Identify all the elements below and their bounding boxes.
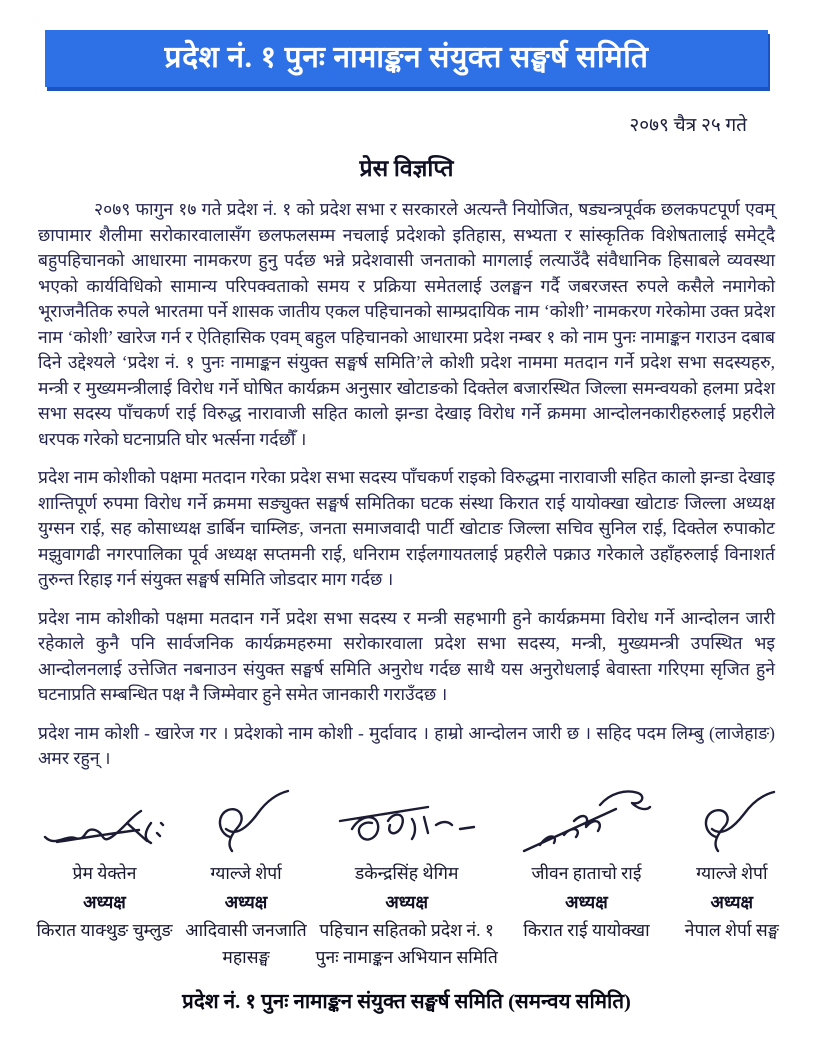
signatory-organization: किरात राई यायोक्खा bbox=[523, 919, 650, 940]
signatory-name: ग्याल्जे शेर्पा bbox=[696, 862, 768, 883]
paragraph-3: प्रदेश नाम कोशीको पक्षमा मतदान गर्ने प्रदेश सभा सदस्य र मन्त्री सहभागी हुने कार्यक्रममा विरोध गर्ने आन्दोलन जारी रहेकाले कुनै पनि सार्वजनिक कार्यक्रमहरुमा सरोकारवाला प्रदेश सभा सदस्य, मन्त्री, मुख्यमन्त्री उपस्थित भइ आन्दोलनलाई उत्तेजित नबनाउन संयुक्त सङ्घर्ष समिति अनुरोध गर्दछ साथै यस अनुरोधलाई बेवास्ता गरिएमा सृजित हुने घटनाप्रति सम्बन्धित पक्ष नै जिम्मेवार हुने समेत जानकारी गराउँदछ । bbox=[38, 607, 775, 704]
signatory-role: अध्यक्ष bbox=[710, 891, 754, 912]
paragraph-1: २०७९ फागुन १७ गते प्रदेश नं. १ को प्रदेश सभा र सरकारले अत्यन्तै नियोजित, षड्यन्त्रपूर्वक छलकपटपूर्ण एवम् छापामार शैलीमा सरोकारवालासँग छलफलसम्म नचलाई प्रदेशको इतिहास, सभ्यता र सांस्कृतिक विशेषतालाई समेट्दै बहुपहिचानको आधारमा नामकरण हुनु पर्दछ भन्ने प्रदेशवासी जनताको मागलाई लत्याउँदै संवैधानिक हिसाबले व्यवस्था भएको कार्यविधिको सामान्य परिपक्वताको समय र प्रक्रिया समेतलाई उलङ्घन गर्दै जबरजस्त रुपले कसैले नमागेको भूराजनैतिक रुपले भारतमा पर्ने शासक जातीय एकल पहिचानको साम्प्रदायिक नाम ‘कोशी’ नामकरण गरेकोमा उक्त प्रदेश नाम ‘कोशी’ खारेज गर्न र ऐतिहासिक एवम् बहुल पहिचानको आधारमा प्रदेश नम्बर १ को नाम पुनः नामाङ्कन गराउन दबाब दिने उद्देश्यले ‘प्रदेश नं. १ पुनः नामाङ्कन संयुक्त सङ्घर्ष समिति’ले कोशी प्रदेश नाममा मतदान गर्ने प्रदेश सभा सदस्यहरु, मन्त्री र मुख्यमन्त्रीलाई विरोध गर्ने घोषित कार्यक्रम अनुसार खोटाङको दिक्तेल बजारस्थित जिल्ला समन्वयको हलमा प्रदेश सभा सदस्य पाँचकर्ण राई विरुद्ध नारावाजी सहित कालो झन्डा देखाइ विरोध गर्ने क्रममा आन्दोलनकारीहरुलाई प्रहरीले धरपक गरेको घटनाप्रति घोर भर्त्सना गर्दछौँ । bbox=[38, 199, 775, 449]
signatory-organization: नेपाल शेर्पा सङ्घ bbox=[684, 919, 779, 940]
coordination-committee-footer: प्रदेश नं. १ पुनः नामाङ्कन संयुक्त सङ्घर्ष समिति (समन्वय समिति) bbox=[182, 990, 631, 1013]
signatory-column-1 bbox=[28, 785, 181, 971]
press-release-title: प्रेस विज्ञप्ति bbox=[359, 156, 454, 181]
signatory-name: डकेन्द्रसिंह थेगिम bbox=[354, 862, 459, 883]
signatory-column-2 bbox=[181, 785, 311, 971]
signatory-organization: पहिचान सहितको प्रदेश नं. १ पुनः नामाङ्कन अभियान समिति bbox=[315, 919, 498, 967]
committee-banner: प्रदेश नं. १ पुनः नामाङ्कन संयुक्त सङ्घर्ष समिति bbox=[45, 30, 768, 87]
signatory-organization: किरात याक्थुङ चुम्लुङ bbox=[36, 919, 173, 940]
signatory-role: अध्यक्ष bbox=[83, 891, 126, 912]
signature-1 bbox=[32, 785, 177, 857]
signatory-column-4 bbox=[502, 785, 670, 971]
signatory-name: ग्याल्जे शेर्पा bbox=[210, 862, 282, 883]
signatory-name: प्रेम येक्तेन bbox=[72, 862, 137, 883]
paragraph-4: प्रदेश नाम कोशी - खारेज गर । प्रदेशको नाम कोशी - मुर्दावाद । हाम्रो आन्दोलन जारी छ । सहिद पदम लिम्बु (लाजेहाङ) अमर रहुन् । bbox=[38, 722, 775, 768]
signature-3 bbox=[315, 785, 498, 857]
date-line: २०७९ चैत्र २५ गते bbox=[629, 115, 747, 136]
signatory-role: अध्यक्ष bbox=[565, 891, 608, 912]
signatory-organization: आदिवासी जनजाति महासङ्घ bbox=[185, 919, 307, 967]
signature-2 bbox=[185, 785, 307, 857]
signature-block bbox=[28, 785, 793, 971]
signature-5 bbox=[675, 785, 789, 857]
signatory-column-5 bbox=[671, 785, 793, 971]
paragraph-2: प्रदेश नाम कोशीको पक्षमा मतदान गरेका प्रदेश सभा सदस्य पाँचकर्ण राइको विरुद्धमा नारावाजी सहित कालो झन्डा देखाइ शान्तिपूर्ण रुपमा विरोध गर्ने क्रममा सङ्युक्त सङ्घर्ष समितिका घटक संस्था किरात राई यायोक्खा खोटाङ जिल्ला अध्यक्ष युग्सन राई, सह कोसाध्यक्ष डार्बिन चाम्लिङ, जनता समाजवादी पार्टी खोटाङ जिल्ला सचिव सुनिल राई, दिक्तेल रुपाकोट मझुवागढी नगरपालिका पूर्व अध्यक्ष सप्तमनी राई, धनिराम राईलगायतलाई प्रहरीले पक्राउ गरेकाले उहाँहरुलाई विनाशर्त तुरुन्त रिहाइ गर्न संयुक्त सङ्घर्ष समिति जोडदार माग गर्दछ । bbox=[38, 467, 775, 589]
press-release-body bbox=[38, 197, 775, 772]
signatory-name: जीवन हाताचो राई bbox=[531, 862, 642, 883]
signatory-column-3 bbox=[311, 785, 502, 971]
signature-4 bbox=[506, 785, 666, 857]
signatory-role: अध्यक्ष bbox=[224, 891, 268, 912]
signatory-role: अध्यक्ष bbox=[385, 891, 428, 912]
